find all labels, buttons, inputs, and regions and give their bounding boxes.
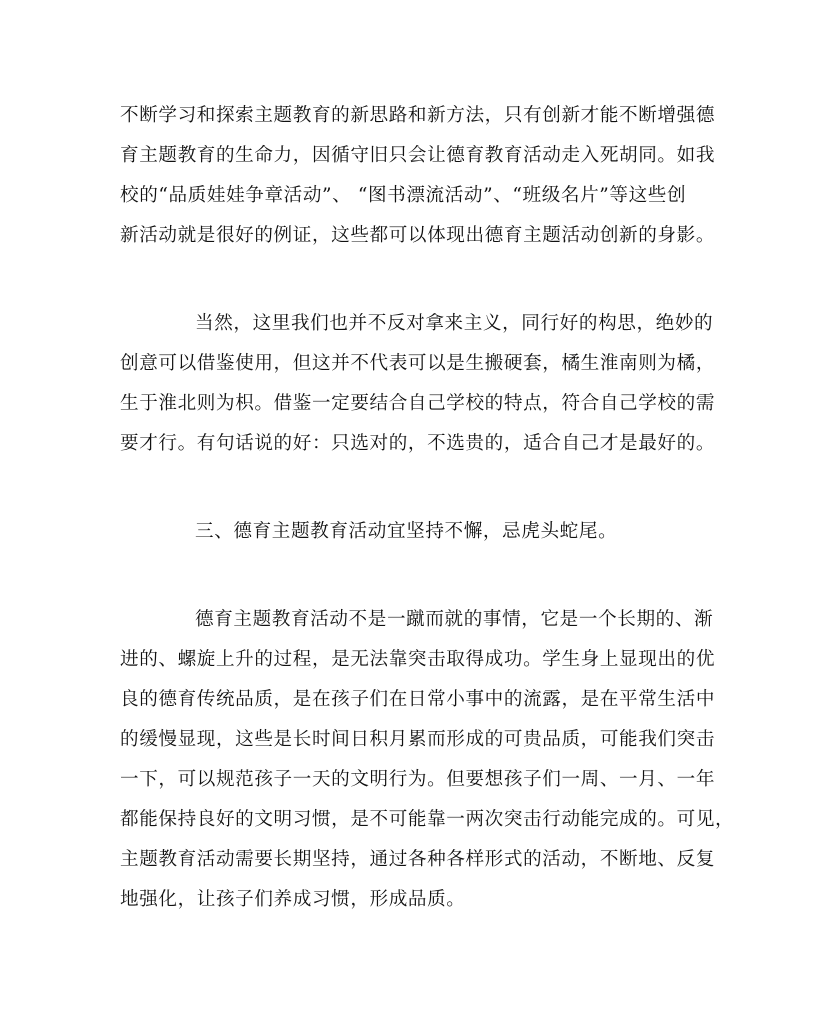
section-heading: 三、德育主题教育活动宜坚持不懈，忌虎头蛇尾。 xyxy=(195,521,618,542)
paragraph-4-line: 德育主题教育活动不是一蹴而就的事情，它是一个长期的、渐 xyxy=(195,609,714,630)
paragraph-4-line: 地强化，让孩子们养成习惯，形成品质。 xyxy=(120,889,466,910)
paragraph-4-line: 良的德育传统品质，是在孩子们在日常小事中的流露，是在平常生活中 xyxy=(120,689,716,710)
paragraph-4-line: 主题教育活动需要长期坚持，通过各种各样形式的活动，不断地、反复 xyxy=(120,849,716,870)
paragraph-2-line: 创意可以借鉴使用，但这并不代表可以是生搬硬套，橘生淮南则为橘， xyxy=(120,353,716,374)
paragraph-4-line: 进的、螺旋上升的过程，是无法靠突击取得成功。学生身上显现出的优 xyxy=(120,649,716,670)
paragraph-4-line: 都能保持良好的文明习惯，是不可能靠一两次突击行动能完成的。可见， xyxy=(120,809,735,830)
paragraph-1-line: 不断学习和探索主题教育的新思路和新方法，只有创新才能不断增强德 xyxy=(120,105,716,126)
paragraph-1-line: 校的“品质娃娃争章活动”、 “图书漂流活动”、“班级名片”等这些创 xyxy=(120,185,687,206)
paragraph-1-line: 育主题教育的生命力，因循守旧只会让德育教育活动走入死胡同。如我 xyxy=(120,145,716,166)
paragraph-1-line: 新活动就是很好的例证，这些都可以体现出德育主题活动创新的身影。 xyxy=(120,225,716,246)
paragraph-4-line: 一下，可以规范孩子一天的文明行为。但要想孩子们一周、一月、一年 xyxy=(120,769,716,790)
paragraph-2-line: 生于淮北则为枳。借鉴一定要结合自己学校的特点，符合自己学校的需 xyxy=(120,393,716,414)
paragraph-2-line: 要才行。有句话说的好：只选对的，不选贵的，适合自己才是最好的。 xyxy=(120,433,716,454)
paragraph-4-line: 的缓慢显现，这些是长时间日积月累而形成的可贵品质，可能我们突击 xyxy=(120,729,716,750)
paragraph-2-line: 当然，这里我们也并不反对拿来主义，同行好的构思，绝妙的 xyxy=(195,313,714,334)
